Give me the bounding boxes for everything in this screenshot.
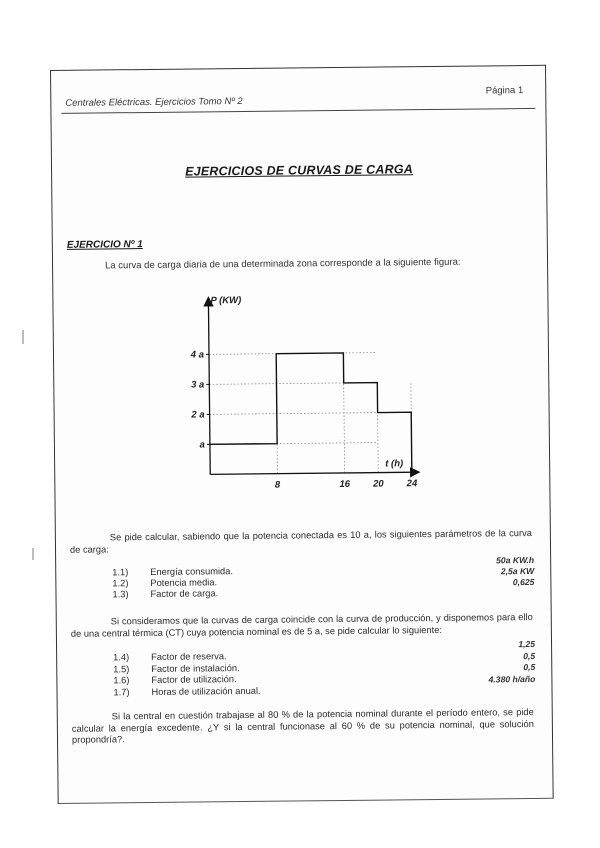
question-number: 1.2) bbox=[112, 578, 129, 589]
y-tick-label: 3 a bbox=[191, 379, 205, 391]
part3-statement: Si la central en cuestión trabajase al 80 % de la potencia nominal durante el período entero, se pide calcular la energía excedente. ¿Y si la central funcionase al 60 % de su potencia nominal, que solución propondría?. bbox=[71, 706, 534, 745]
question-label: Factor de utilización. bbox=[151, 674, 237, 685]
answer-value: 4.380 h/año bbox=[488, 673, 536, 684]
exercise-intro: La curva de carga diaria de una determinada zona corresponde a la siguiente figura: bbox=[104, 256, 461, 272]
x-axis bbox=[210, 472, 415, 474]
answer-value: 50a KW.h bbox=[496, 554, 535, 566]
x-guide-line bbox=[344, 383, 345, 473]
x-tick-label: 20 bbox=[373, 478, 384, 490]
y-tick-label: 2 a bbox=[191, 409, 205, 421]
document-page bbox=[50, 65, 554, 804]
answer-value: 0,625 bbox=[512, 576, 535, 588]
question-number: 1.7) bbox=[113, 686, 130, 697]
x-tick-label: 16 bbox=[339, 478, 351, 490]
y-tick-label: a bbox=[199, 439, 205, 451]
x-tick-label: 24 bbox=[406, 478, 418, 490]
question-number: 1.1) bbox=[112, 567, 129, 578]
exercise-title: EJERCICIO Nº 1 bbox=[66, 239, 143, 251]
question-number: 1.3) bbox=[112, 589, 129, 600]
answer-value: 2,5a KW bbox=[500, 565, 535, 577]
question-label: Factor de reserva. bbox=[151, 651, 227, 662]
load-curve-line bbox=[209, 352, 412, 474]
question-label: Horas de utilización anual. bbox=[151, 685, 261, 697]
question-number: 1.4) bbox=[113, 652, 130, 663]
answer-value: 0,5 bbox=[523, 650, 536, 661]
header-subject: Centrales Eléctricas. Ejercicios Tomo Nº 2 bbox=[65, 95, 243, 109]
x-tick-label: 8 bbox=[274, 479, 281, 491]
question-label: Potencia media. bbox=[150, 577, 218, 588]
header-divider bbox=[61, 108, 535, 114]
y-guide-line bbox=[210, 413, 378, 415]
question-label: Energía consumida. bbox=[150, 566, 233, 577]
question-label: Factor de carga. bbox=[150, 588, 219, 599]
y-axis bbox=[208, 301, 210, 474]
part1-statement: Se pide calcular, sabiendo que la potencia conectada es 10 a, los siguientes parámetros de la curva de carga: bbox=[69, 527, 532, 555]
answer-value: 0,5 bbox=[523, 661, 536, 673]
y-axis-label: P (KW) bbox=[210, 295, 242, 307]
answer-value: 1,25 bbox=[518, 638, 536, 650]
page-number: Página 1 bbox=[485, 85, 524, 97]
x-axis-label: t (h) bbox=[385, 458, 404, 470]
scan-artifact bbox=[32, 548, 34, 560]
load-curve-chart bbox=[163, 287, 425, 500]
question-number: 1.6) bbox=[113, 675, 130, 686]
y-tick-label: 4 a bbox=[190, 349, 205, 361]
question-label: Factor de instalación. bbox=[151, 662, 240, 674]
scan-artifact bbox=[22, 330, 24, 344]
page-title: EJERCICIOS DE CURVAS DE CARGA bbox=[185, 162, 414, 179]
question-number: 1.5) bbox=[113, 663, 130, 674]
part2-statement: Si consideramos que la curvas de carga coincide con la curva de producción, y disponemos para ello de una central térmica (CT) cuya potencia nominal es de 5 a, se pide calcular lo siguiente: bbox=[70, 611, 533, 639]
